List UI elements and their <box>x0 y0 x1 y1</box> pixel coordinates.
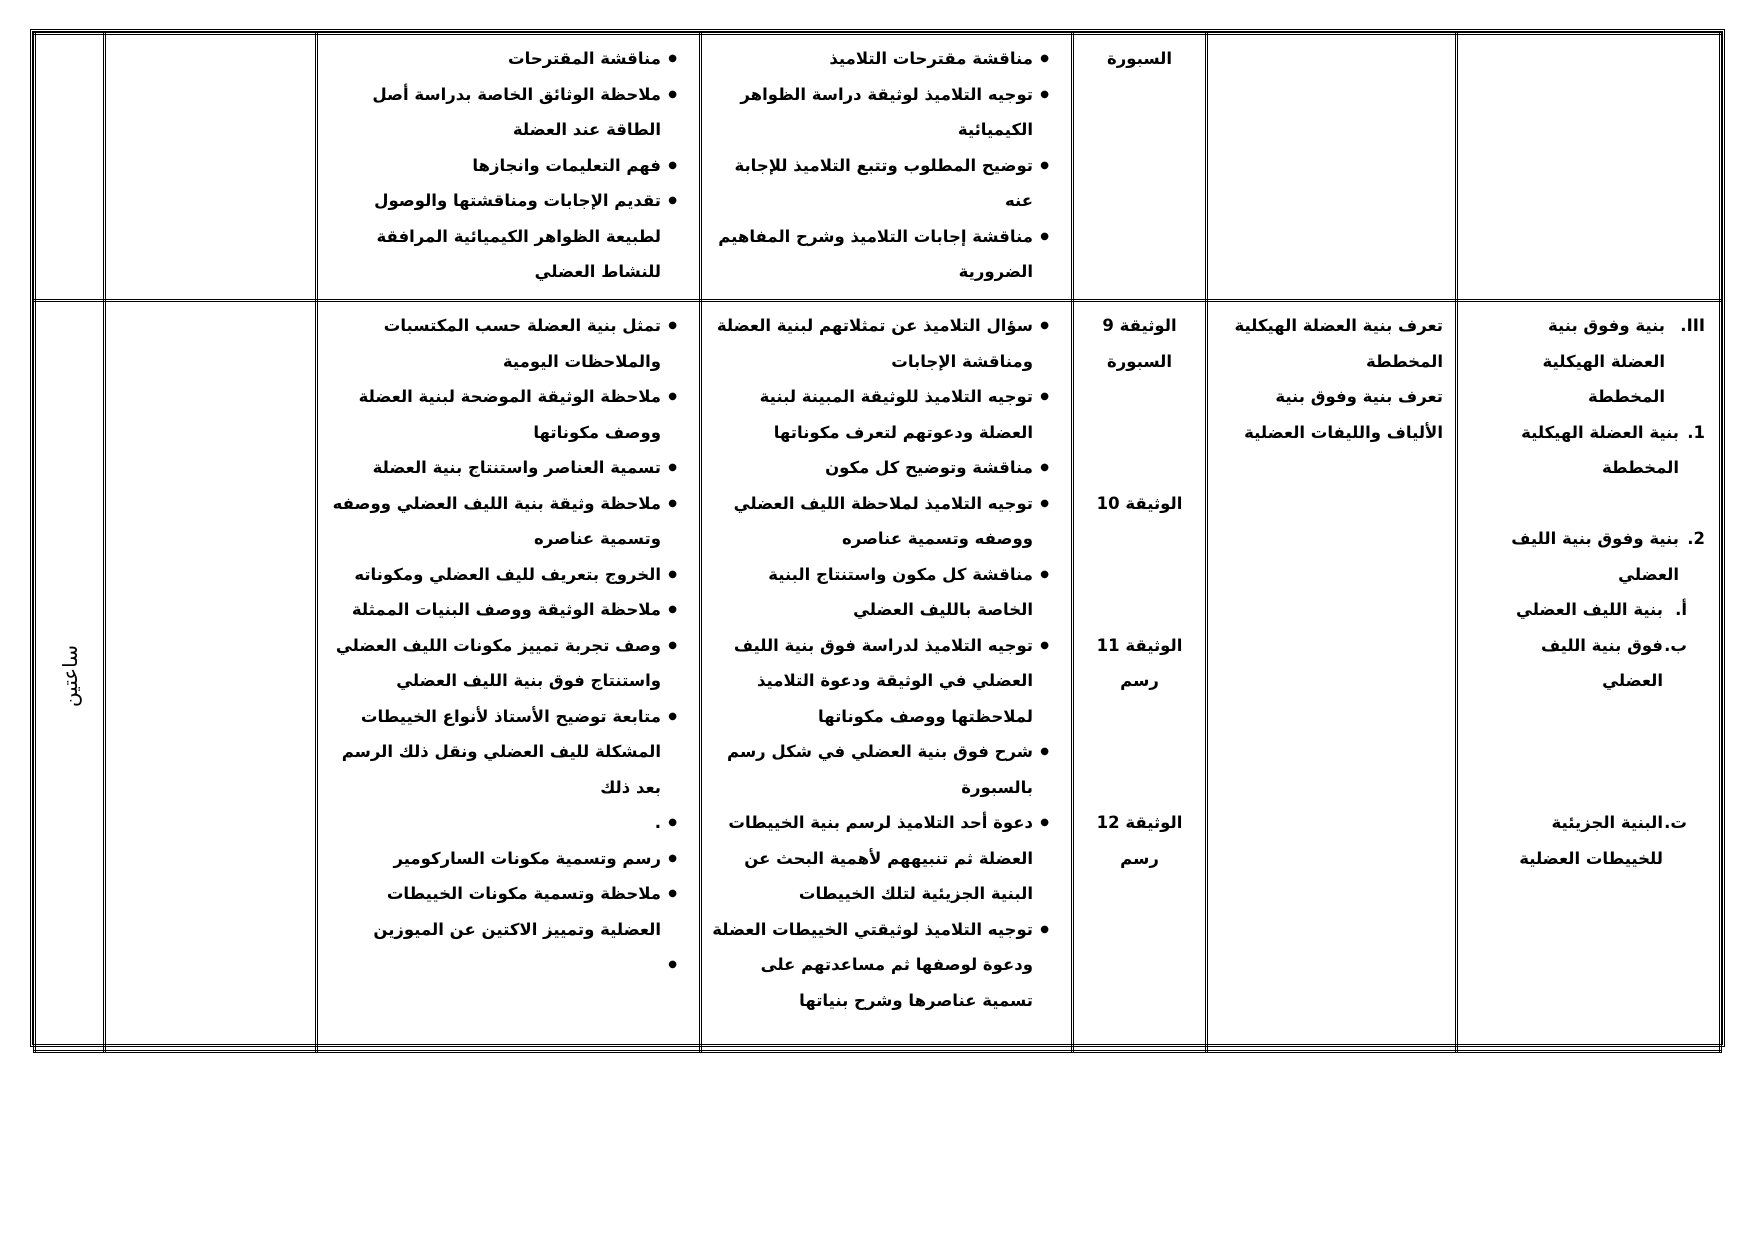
list-item: ● ملاحظة وثيقة بنية الليف العضلي ووصفه وتسمية عناصره <box>328 486 677 557</box>
aid-document-11: الوثيقة 11 <box>1096 635 1183 655</box>
list-item: ● مناقشة إجابات التلاميذ وشرح المفاهيم الضرورية <box>712 219 1049 290</box>
duration-cell <box>35 301 105 1052</box>
aid-text: السبورة <box>1107 49 1172 68</box>
goals-cell <box>1207 301 1457 1052</box>
content-item-2: 2. بنية وفوق بنية الليف العضلي <box>1511 529 1705 584</box>
list-item: ● سؤال التلاميذ عن تمثلاتهم لبنية العضلة ومناقشة الإجابات <box>712 308 1049 379</box>
list-item: ● مناقشة كل مكون واستنتاج البنية الخاصة بالليف العضلي <box>712 557 1049 628</box>
list-item: ● تقديم الإجابات ومناقشتها والوصول لطبيعة الظواهر الكيميائية المرافقة للنشاط العضلي <box>328 183 677 290</box>
list-item: ● توجيه التلاميذ لدراسة فوق بنية الليف العضلي في الوثيقة ودعوة التلاميذ لملاحظتها ووصف مكوناتها <box>712 628 1049 735</box>
evaluation-cell <box>105 301 317 1052</box>
content-cell <box>1457 301 1721 1052</box>
teacher-activity-list <box>712 41 1049 290</box>
list-item: ● توجيه التلاميذ لملاحظة الليف العضلي ووصفه وتسمية عناصره <box>712 486 1049 557</box>
aid-document-10: الوثيقة 10 <box>1096 493 1183 513</box>
list-item: ● الخروج بتعريف لليف العضلي ومكوناته <box>328 557 677 593</box>
aid-document-12: الوثيقة 12 <box>1096 813 1183 832</box>
duration-text: ساعتين <box>57 644 82 708</box>
list-item: ● مناقشة المقترحات <box>328 41 677 77</box>
list-item: ● رسم وتسمية مكونات الساركومير <box>328 841 677 877</box>
list-item: ● فهم التعليمات وانجازها <box>328 148 677 184</box>
learner-activity-list <box>328 308 677 983</box>
aids-cell <box>1073 301 1207 1052</box>
aid-drawing: رسم <box>1120 671 1159 690</box>
list-item: ● وصف تجربة تمييز مكونات الليف العضلي واستنتاج فوق بنية الليف العضلي <box>328 628 677 699</box>
aids-cell <box>1073 34 1207 301</box>
list-item: ● ملاحظة الوثيقة الموضحة لبنية العضلة ووصف مكوناتها <box>328 379 677 450</box>
teacher-activity-cell <box>701 301 1073 1052</box>
list-item: ● ملاحظة الوثيقة ووصف البنيات الممثلة <box>328 592 677 628</box>
content-sub-b: ب. فوق بنية الليف العضلي <box>1540 635 1687 690</box>
list-item: ● ملاحظة وتسمية مكونات الخييطات العضلية وتمييز الاكتين عن الميوزين <box>328 876 677 947</box>
evaluation-cell <box>105 34 317 301</box>
lesson-plan-table-frame <box>30 29 1725 1047</box>
list-item: ● متابعة توضيح الأستاذ لأنواع الخييطات المشكلة لليف العضلي ونقل ذلك الرسم بعد ذلك <box>328 699 677 806</box>
content-heading: III. بنية وفوق بنية العضلة الهيكلية المخططة <box>1542 316 1705 406</box>
learner-activity-cell <box>317 34 701 301</box>
table-row <box>35 301 1721 1052</box>
content-sub-c: ت. البنية الجزيئية للخييطات العضلية <box>1519 813 1687 868</box>
aid-document-9: الوثيقة 9 <box>1102 316 1177 335</box>
list-item: ● تسمية العناصر واستنتاج بنية العضلة <box>328 450 677 486</box>
duration-cell <box>35 34 105 301</box>
content-item-1: 1. بنية العضلة الهيكلية المخططة <box>1521 422 1705 477</box>
list-item: ● توجيه التلاميذ لوثيقة دراسة الظواهر الكيميائية <box>712 77 1049 148</box>
list-item: ● توجيه التلاميذ لوثيقتي الخييطات العضلة ودعوة لوصفها ثم مساعدتهم على تسمية عناصرها وشرح بنياتها <box>712 912 1049 1019</box>
learner-activity-list <box>328 41 677 290</box>
list-item <box>328 947 677 983</box>
goal-text: تعرف بنية العضلة الهيكلية المخططة <box>1234 316 1443 371</box>
aid-board: السبورة <box>1107 351 1172 371</box>
list-item: ● توضيح المطلوب وتتبع التلاميذ للإجابة عنه <box>712 148 1049 219</box>
teacher-activity-cell <box>701 34 1073 301</box>
list-item: ● شرح فوق بنية العضلي في شكل رسم بالسبورة <box>712 734 1049 805</box>
list-item: ● . <box>328 805 677 841</box>
list-item: ● تمثل بنية العضلة حسب المكتسبات والملاحظات اليومية <box>328 308 677 379</box>
aid-drawing: رسم <box>1120 848 1159 868</box>
content-sub-a: أ. بنية الليف العضلي <box>1516 600 1687 619</box>
learner-activity-cell <box>317 301 701 1052</box>
list-item: ● مناقشة مقترحات التلاميذ <box>712 41 1049 77</box>
teacher-activity-list <box>712 308 1049 1018</box>
list-item: ● ملاحظة الوثائق الخاصة بدراسة أصل الطاقة عند العضلة <box>328 77 677 148</box>
list-item: ● مناقشة وتوضيح كل مكون <box>712 450 1049 486</box>
content-cell <box>1457 34 1721 301</box>
table-row <box>35 34 1721 301</box>
list-item: ● دعوة أحد التلاميذ لرسم بنية الخييطات العضلة ثم تنبيههم لأهمية البحث عن البنية الجزيئية لتلك الخييطات <box>712 805 1049 912</box>
goals-cell <box>1207 34 1457 301</box>
lesson-plan-table <box>33 32 1722 1053</box>
goal-text: تعرف بنية وفوق بنية الألياف والليفات العضلية <box>1244 387 1443 442</box>
list-item: ● توجيه التلاميذ للوثيقة المبينة لبنية العضلة ودعوتهم لتعرف مكوناتها <box>712 379 1049 450</box>
